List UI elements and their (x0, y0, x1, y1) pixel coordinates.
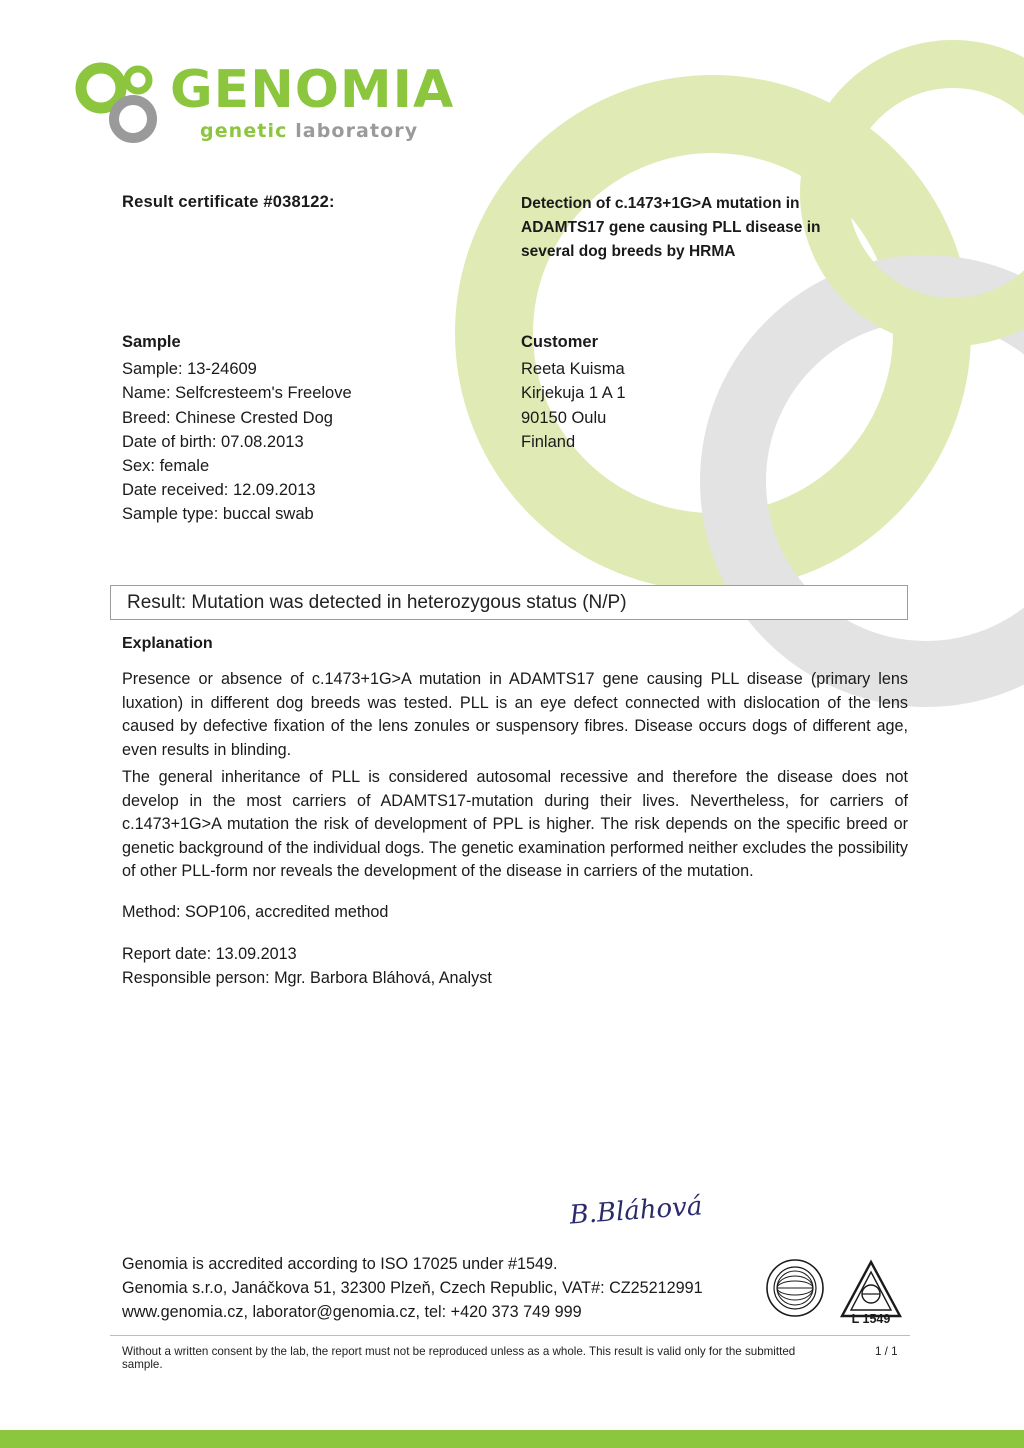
test-title: Detection of c.1473+1G>A mutation in ADAMTS17 gene causing PLL disease in several dog breeds by HRMA (521, 195, 821, 260)
signature: B.Bláhová (568, 1191, 704, 1231)
accreditation-seal-icon (765, 1258, 825, 1318)
footer-address-line: Genomia s.r.o, Janáčkova 51, 32300 Plzeň, Czech Republic, VAT#: CZ25212991 (122, 1279, 703, 1297)
sample-line: Sample: 13-24609 (122, 360, 257, 379)
sample-block (122, 330, 502, 527)
footer-page-number: 1 / 1 (875, 1345, 898, 1358)
explanation-paragraph-1: Presence or absence of c.1473+1G>A mutation in ADAMTS17 gene causing PLL disease (primary lens luxation) in different dog breeds was tested. PLL is an eye defect connected with dislocation of the lens caused by defective fixation of the lens zonules or suspensory fibres. Disease occurs dogs of different age, even results in blinding. (122, 670, 908, 759)
customer-heading: Customer (521, 333, 599, 351)
logo-wordmark: GENOMIA (170, 60, 455, 120)
customer-line: Reeta Kuisma (521, 360, 625, 379)
report-date: Report date: 13.09.2013 (122, 945, 297, 963)
explanation-heading: Explanation (122, 635, 213, 652)
sample-line: Sex: female (122, 457, 210, 476)
genomia-logo-mark (75, 62, 165, 147)
result-text: Result: Mutation was detected in heterozygous status (N/P) (127, 592, 627, 613)
sample-line: Breed: Chinese Crested Dog (122, 408, 333, 427)
footer-divider (110, 1335, 910, 1336)
logo-tagline (200, 120, 418, 142)
bottom-brand-bar (0, 1430, 1024, 1448)
report-meta (122, 942, 908, 990)
sample-line: Name: Selfcresteem's Freelove (122, 384, 352, 403)
sample-line: Date received: 12.09.2013 (122, 481, 316, 500)
customer-line: Finland (521, 432, 576, 451)
sample-line: Sample type: buccal swab (122, 505, 314, 524)
customer-line: 90150 Oulu (521, 408, 607, 427)
logo-tagline-genetic: genetic (200, 120, 296, 142)
footer-contact-line: www.genomia.cz, laborator@genomia.cz, tel: +420 373 749 999 (122, 1303, 582, 1321)
result-banner (110, 585, 908, 620)
sample-line: Date of birth: 07.08.2013 (122, 432, 304, 451)
sample-heading: Sample (122, 333, 181, 351)
method-line: Method: SOP106, accredited method (122, 903, 389, 921)
logo-tagline-laboratory: laboratory (295, 120, 419, 142)
footer-accreditation-line: Genomia is accredited according to ISO 17025 under #1549. (122, 1255, 558, 1273)
explanation-paragraph-2: The general inheritance of PLL is considered autosomal recessive and therefore the disease does not develop in the most carriers of ADAMTS17-mutation during their lives. Nevertheless, for carriers of c.1473+1G>A mutation the risk of development of PPL is higher. The risk depends on the specific breed or genetic background of the individual dogs. The genetic examination performed neither excludes the possibility of other PLL-form nor reveals the development of the disease in carriers of the mutation. (122, 768, 908, 880)
company-logo (75, 58, 505, 153)
customer-line: Kirjekuja 1 A 1 (521, 384, 626, 403)
footer-company-info (122, 1252, 782, 1324)
certificate-title: Result certificate #038122: (122, 193, 335, 211)
watermark-ring-gray-large (700, 255, 1024, 707)
accreditation-number-label: L 1549 (851, 1312, 891, 1326)
responsible-person: Responsible person: Mgr. Barbora Bláhová, Analyst (122, 969, 492, 987)
customer-block (521, 330, 851, 454)
footer-disclaimer: Without a written consent by the lab, the report must not be reproduced unless as a whole. This result is valid only for the submitted sample. (122, 1345, 796, 1371)
